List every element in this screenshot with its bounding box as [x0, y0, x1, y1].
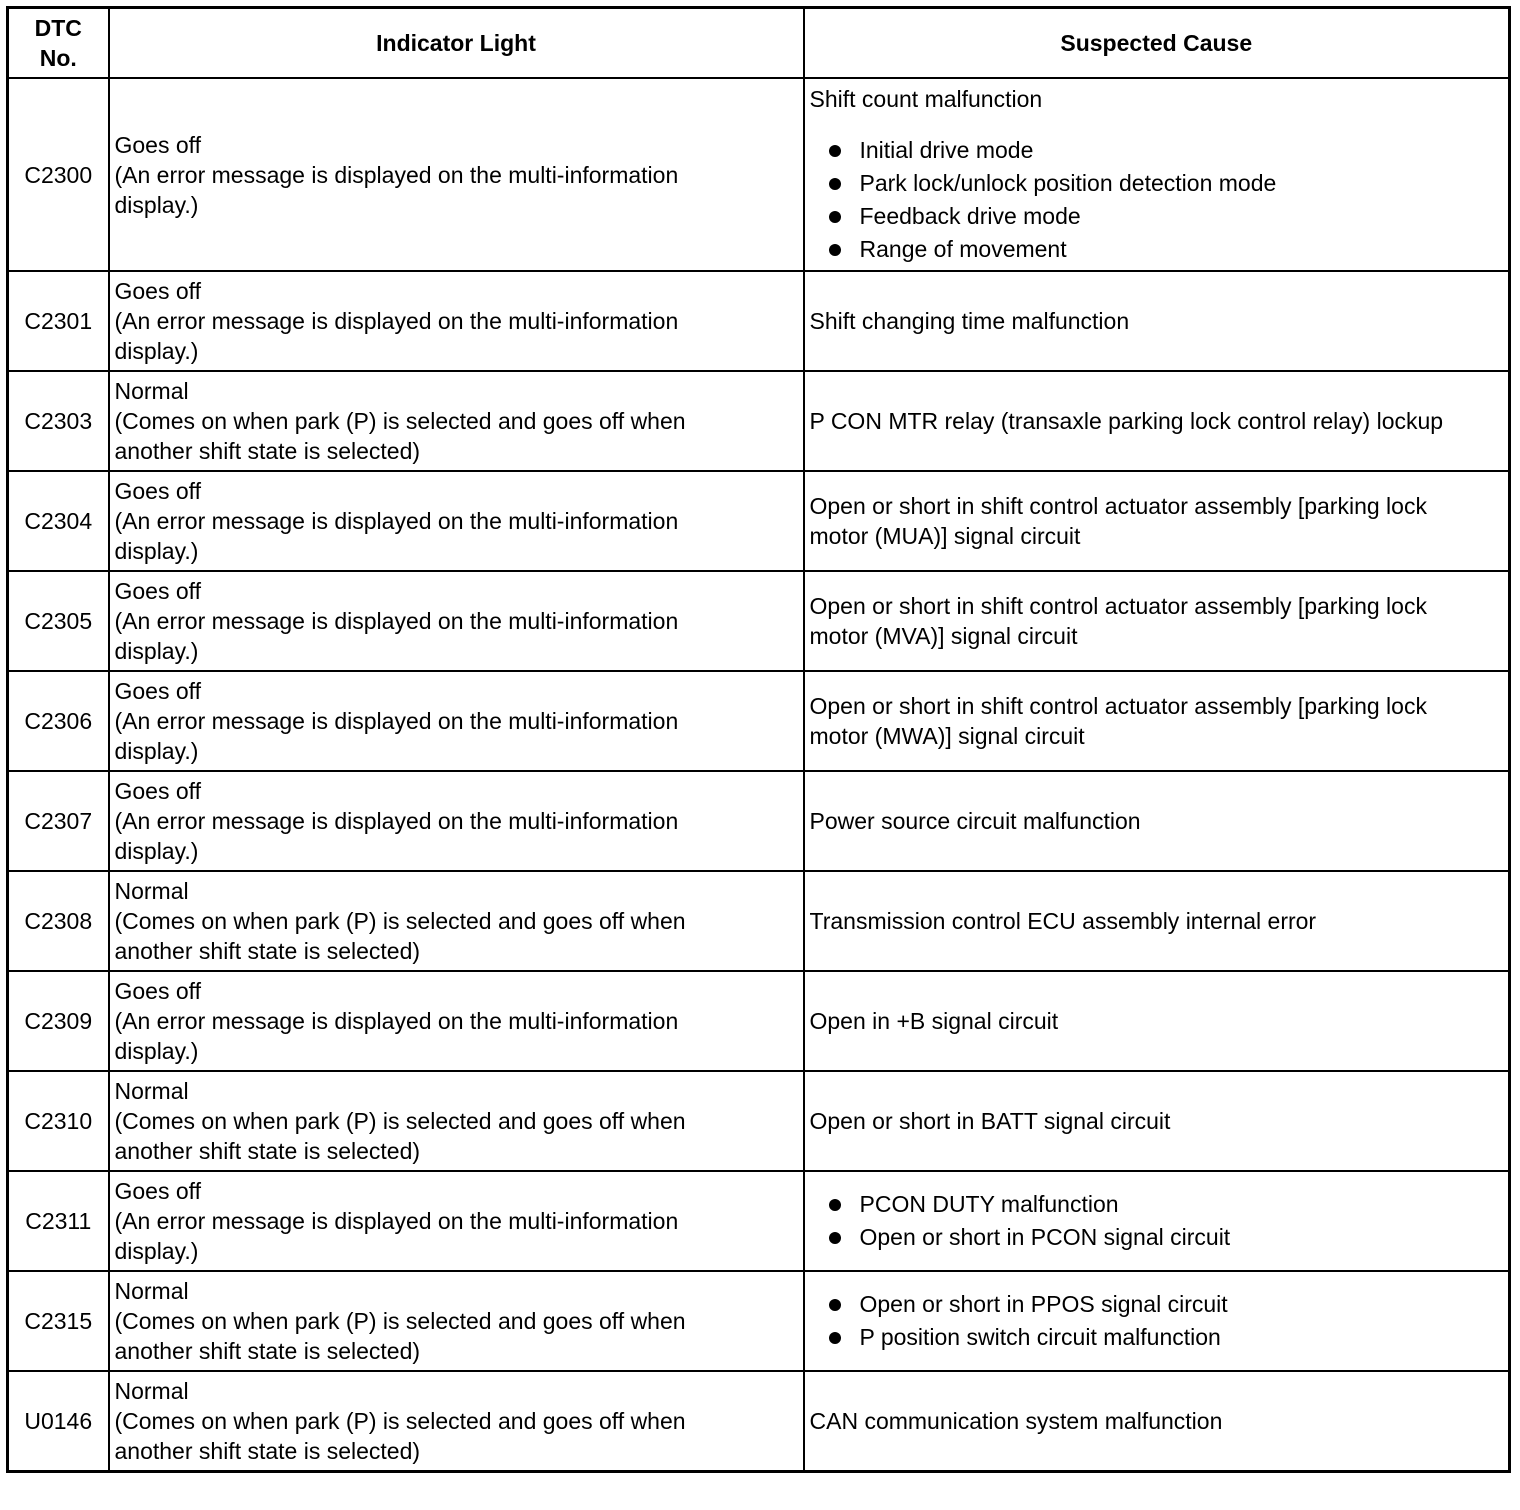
indicator-text-line: (Comes on when park (P) is selected and goes off when	[114, 1108, 686, 1134]
indicator-text-line: (An error message is displayed on the multi-information	[114, 708, 679, 734]
header-dtc-no: DTC No.	[8, 8, 109, 79]
table-row	[8, 1171, 1510, 1271]
indicator-text-line: (An error message is displayed on the multi-information	[114, 1208, 679, 1234]
cause-text-line: Transmission control ECU assembly internal error	[809, 908, 1317, 934]
indicator-light-cell	[109, 871, 804, 971]
suspected-cause-cell	[804, 1071, 1510, 1171]
indicator-text-line: (An error message is displayed on the multi-information	[114, 508, 679, 534]
indicator-text-line: Goes off	[114, 978, 202, 1004]
indicator-text-line: (Comes on when park (P) is selected and goes off when	[114, 908, 686, 934]
cause-text-line: motor (MWA)] signal circuit	[809, 723, 1085, 749]
bullet-dot-icon	[829, 244, 841, 256]
indicator-text-line: Normal	[114, 1278, 189, 1304]
cause-bullet-text: Open or short in PCON signal circuit	[859, 1224, 1231, 1250]
indicator-text-line: Normal	[114, 878, 189, 904]
indicator-text-line: display.)	[114, 738, 199, 764]
cause-bullet-text: Park lock/unlock position detection mode	[859, 169, 1277, 196]
bullet-dot-icon	[829, 1199, 841, 1211]
indicator-light-cell	[109, 671, 804, 771]
indicator-light-cell	[109, 78, 804, 271]
suspected-cause-cell	[804, 671, 1510, 771]
table-row	[8, 78, 1510, 271]
suspected-cause-cell	[804, 871, 1510, 971]
bullet-dot-icon	[829, 145, 841, 157]
indicator-text-line: display.)	[114, 538, 199, 564]
indicator-text-line: display.)	[114, 191, 199, 218]
cause-bullet-text: Feedback drive mode	[859, 202, 1081, 229]
cause-bullet-item	[810, 134, 1504, 167]
dtc-code: C2306	[8, 671, 109, 771]
cause-bullet-item	[810, 1288, 1504, 1321]
suspected-cause-cell	[804, 771, 1510, 871]
header-suspected-cause: Suspected Cause	[804, 8, 1510, 79]
indicator-text-line: Goes off	[114, 678, 202, 704]
cause-text-line: Open or short in shift control actuator assembly [parking lock	[809, 693, 1427, 719]
cause-text-line: Open in +B signal circuit	[809, 1008, 1059, 1034]
dtc-code: C2305	[8, 571, 109, 671]
cause-bullet-item	[810, 1321, 1504, 1354]
cause-bullet-text: P position switch circuit malfunction	[859, 1324, 1221, 1350]
table-row	[8, 571, 1510, 671]
dtc-code: C2310	[8, 1071, 109, 1171]
table-row	[8, 1071, 1510, 1171]
indicator-text-line: another shift state is selected)	[114, 438, 421, 464]
bullet-dot-icon	[829, 1332, 841, 1344]
table-row	[8, 671, 1510, 771]
header-indicator-light: Indicator Light	[109, 8, 804, 79]
dtc-code: C2300	[8, 78, 109, 271]
indicator-light-cell	[109, 1271, 804, 1371]
cause-intro-text: Shift count malfunction	[809, 85, 1043, 112]
indicator-light-cell	[109, 1171, 804, 1271]
bullet-dot-icon	[829, 211, 841, 223]
cause-bullet-item	[810, 200, 1504, 233]
cause-bullet-list	[810, 1288, 1504, 1354]
table-row	[8, 471, 1510, 571]
indicator-text-line: display.)	[114, 638, 199, 664]
suspected-cause-cell	[804, 971, 1510, 1071]
indicator-light-cell	[109, 1071, 804, 1171]
indicator-text-line: Normal	[114, 1078, 189, 1104]
table-header	[8, 8, 1510, 79]
indicator-light-cell	[109, 971, 804, 1071]
table-row	[8, 1271, 1510, 1371]
indicator-text-line: display.)	[114, 1038, 199, 1064]
indicator-light-cell	[109, 371, 804, 471]
suspected-cause-cell	[804, 1171, 1510, 1271]
cause-bullet-list	[810, 1188, 1504, 1254]
indicator-text-line: Goes off	[114, 1178, 202, 1204]
cause-text-line: Open or short in shift control actuator assembly [parking lock	[809, 593, 1427, 619]
cause-bullet-text: Range of movement	[859, 235, 1067, 262]
dtc-code: C2304	[8, 471, 109, 571]
cause-bullet-item	[810, 233, 1504, 266]
cause-text-line: P CON MTR relay (transaxle parking lock control relay) lockup	[809, 408, 1444, 434]
suspected-cause-cell	[804, 371, 1510, 471]
suspected-cause-cell	[804, 1371, 1510, 1472]
indicator-light-cell	[109, 1371, 804, 1472]
indicator-text-line: (An error message is displayed on the multi-information	[114, 161, 679, 188]
indicator-text-line: another shift state is selected)	[114, 1338, 421, 1364]
dtc-code: U0146	[8, 1371, 109, 1472]
suspected-cause-cell	[804, 471, 1510, 571]
indicator-text-line: another shift state is selected)	[114, 1138, 421, 1164]
indicator-text-line: (An error message is displayed on the multi-information	[114, 808, 679, 834]
indicator-text-line: Goes off	[114, 131, 202, 158]
cause-text-line: motor (MUA)] signal circuit	[809, 523, 1081, 549]
table-row	[8, 371, 1510, 471]
dtc-code: C2315	[8, 1271, 109, 1371]
indicator-text-line: Goes off	[114, 778, 202, 804]
indicator-text-line: (An error message is displayed on the multi-information	[114, 308, 679, 334]
cause-bullet-item	[810, 1188, 1504, 1221]
table-row	[8, 771, 1510, 871]
indicator-text-line: Goes off	[114, 478, 202, 504]
cause-text-line: Open or short in shift control actuator assembly [parking lock	[809, 493, 1427, 519]
indicator-light-cell	[109, 771, 804, 871]
cause-text-line: Open or short in BATT signal circuit	[809, 1108, 1171, 1134]
indicator-text-line: Goes off	[114, 278, 202, 304]
indicator-text-line: display.)	[114, 338, 199, 364]
table-row	[8, 271, 1510, 371]
cause-text-line: Shift changing time malfunction	[809, 308, 1130, 334]
indicator-text-line: (An error message is displayed on the multi-information	[114, 1008, 679, 1034]
dtc-code: C2311	[8, 1171, 109, 1271]
indicator-text-line: (Comes on when park (P) is selected and goes off when	[114, 1408, 686, 1434]
dtc-table	[6, 6, 1511, 1473]
indicator-light-cell	[109, 271, 804, 371]
cause-text-line: motor (MVA)] signal circuit	[809, 623, 1078, 649]
indicator-text-line: (An error message is displayed on the multi-information	[114, 608, 679, 634]
indicator-text-line: display.)	[114, 1238, 199, 1264]
indicator-text-line: (Comes on when park (P) is selected and goes off when	[114, 1308, 686, 1334]
cause-text-line: CAN communication system malfunction	[809, 1408, 1223, 1434]
dtc-code: C2301	[8, 271, 109, 371]
dtc-code: C2308	[8, 871, 109, 971]
dtc-code: C2307	[8, 771, 109, 871]
suspected-cause-cell	[804, 1271, 1510, 1371]
indicator-text-line: another shift state is selected)	[114, 1438, 421, 1464]
cause-bullet-list	[810, 134, 1504, 266]
dtc-code: C2303	[8, 371, 109, 471]
indicator-text-line: Normal	[114, 1378, 189, 1404]
bullet-dot-icon	[829, 1232, 841, 1244]
indicator-text-line: (Comes on when park (P) is selected and goes off when	[114, 408, 686, 434]
indicator-text-line: another shift state is selected)	[114, 938, 421, 964]
indicator-text-line: display.)	[114, 838, 199, 864]
suspected-cause-cell	[804, 571, 1510, 671]
cause-bullet-text: Open or short in PPOS signal circuit	[859, 1291, 1228, 1317]
table-row	[8, 1371, 1510, 1472]
indicator-light-cell	[109, 471, 804, 571]
cause-bullet-text: PCON DUTY malfunction	[859, 1191, 1119, 1217]
dtc-code: C2309	[8, 971, 109, 1071]
table-row	[8, 871, 1510, 971]
cause-text-line: Power source circuit malfunction	[809, 808, 1141, 834]
header-row	[8, 8, 1510, 79]
bullet-dot-icon	[829, 178, 841, 190]
indicator-light-cell	[109, 571, 804, 671]
indicator-text-line: Normal	[114, 378, 189, 404]
indicator-text-line: Goes off	[114, 578, 202, 604]
suspected-cause-cell	[804, 78, 1510, 271]
bullet-dot-icon	[829, 1299, 841, 1311]
cause-bullet-text: Initial drive mode	[859, 136, 1034, 163]
cause-bullet-item	[810, 167, 1504, 200]
cause-bullet-item	[810, 1221, 1504, 1254]
table-body	[8, 78, 1510, 1472]
table-row	[8, 971, 1510, 1071]
suspected-cause-cell	[804, 271, 1510, 371]
